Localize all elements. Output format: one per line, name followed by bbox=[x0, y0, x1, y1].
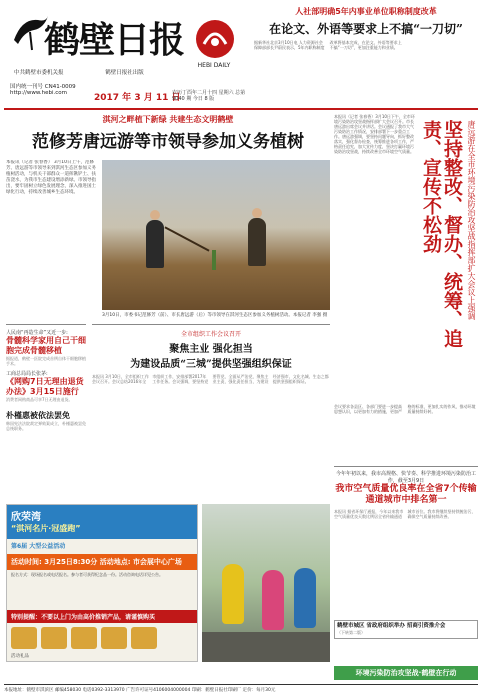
brief-text: 消费者网购商品可享7日无理由退货。 bbox=[6, 397, 73, 402]
vertical-headline bbox=[418, 114, 476, 384]
advertisement[interactable] bbox=[6, 504, 198, 662]
ad-banner bbox=[7, 505, 197, 539]
runner-figure bbox=[222, 564, 244, 624]
air-body: 本报讯 据省环保厅通报，今年以来我市空气质量优良天数比例居全省传输通道城市首位。我市将继续坚持铁腕治污，确保空气质量持续改善。 bbox=[334, 509, 476, 519]
right-headline: 坚持整改、督办、统筹、追责、宣传不松劲 bbox=[420, 120, 463, 348]
logo-label: HEBI DAILY bbox=[197, 62, 231, 69]
top-story-headline: 在论文、外语等要求上不搞“一刀切” bbox=[269, 22, 463, 36]
air-quality-story bbox=[334, 466, 478, 639]
air-headline: 我市空气质量优良率在全省7个传输通道城市中排名第一 bbox=[335, 484, 477, 505]
related-box[interactable] bbox=[334, 620, 478, 639]
continued-note: （下转第二版） bbox=[337, 630, 365, 635]
mid-headline-1: 聚焦主业 强化担当 bbox=[169, 344, 253, 355]
website: http://www.hebi.com bbox=[10, 90, 67, 96]
page-footer: 本报地址：鹤壁市淇滨区 邮编458030 电话0392-3313970 广告许可证号4106004000004 印刷：鹤壁日报社印刷厂 定价：每月30元 bbox=[4, 684, 478, 696]
right-kicker: 唐远游在全市环境污染防治攻坚战指挥部扩大会议上强调 bbox=[467, 120, 476, 320]
news-briefs bbox=[6, 324, 86, 502]
brief-text: 韩国宪法法院裁定弹劾案成立，朴槿惠被罢免总统职务。 bbox=[6, 421, 86, 431]
brief-headline: 骨髓科学家用自己干细胞完成骨髓移植 bbox=[6, 336, 86, 355]
ad-gift-row bbox=[7, 623, 197, 653]
ad-details: 报名方式：现场报名或电话报名。参与者可获得纪念品一份。活动咨询电话详见公告。 bbox=[11, 572, 163, 577]
masthead-subtitle bbox=[14, 68, 144, 76]
brief-text: 据报道，鹤壁一医院完成首例自体干细胞移植手术。 bbox=[6, 356, 86, 366]
newspaper-logo-icon bbox=[194, 18, 236, 60]
gift-icon bbox=[101, 627, 127, 649]
issue-date: 2017 年 3 月 11 日 bbox=[94, 93, 181, 103]
cn-number: 国内统一刊号 CN41-0009 bbox=[10, 84, 76, 90]
brief-kicker: 人民南“再造生命”又近一步: bbox=[6, 330, 68, 336]
road bbox=[202, 632, 330, 662]
mid-headline-2: 为建设品质“三城”提供坚强组织保证 bbox=[130, 359, 292, 370]
ad-notice: 特别提醒：不要以上门为由高价推销产品，请谨慎购买 bbox=[7, 610, 197, 623]
ad-brand: 欣荣湾 bbox=[11, 512, 41, 523]
brief-headline: 朴槿惠被依法罢免 bbox=[6, 411, 70, 420]
top-story-kicker: 人社部明确5年内事业单位职称制度改革 bbox=[295, 7, 437, 16]
runner-figure bbox=[294, 568, 316, 628]
person-head bbox=[252, 208, 262, 218]
ad-time-bar: 活动时间: 3月25日8:30分 活动地点: 市会展中心广场 bbox=[7, 554, 197, 570]
publisher-label: 鹤壁日报社出版 bbox=[105, 70, 144, 76]
person-figure bbox=[248, 218, 266, 266]
ad-event: 第6届 大型公益活动 bbox=[11, 543, 66, 550]
mid-kicker: 全市组织工作会议召开 bbox=[180, 331, 241, 338]
tree-planting-photo bbox=[102, 160, 330, 310]
lead-kicker: 淇河之畔植下新绿 共建生态文明鹤壁 bbox=[102, 115, 234, 124]
party-paper-label: 中共鹤壁市委机关报 bbox=[14, 70, 64, 76]
brief-item[interactable] bbox=[6, 411, 86, 431]
lead-headline: 范修芳唐远游等市领导参加义务植树 bbox=[32, 132, 304, 152]
top-story-body: 据新华社北京3月10日电 人力资源社会保障部部长尹蔚民表示，5年内职称制度改革将基本完成，在论文、外语等要求上不搞“一刀切”，更加注重能力和业绩。 bbox=[254, 40, 402, 50]
sapling bbox=[212, 250, 216, 270]
top-story bbox=[254, 4, 478, 88]
gift-icon bbox=[131, 627, 157, 649]
brief-headline: 《网购7日无理由退货办法》3月15日施行 bbox=[6, 377, 84, 396]
photo-caption: 3月10日，市委书记范修芳（前）、市长唐远游（后）等市领导在淇河生态区参加义务植树活动。本报记者 李强 摄 bbox=[102, 313, 328, 318]
gift-icon bbox=[11, 627, 37, 649]
related-headline: 鹤壁市城区 省政府组织举办 招商引资推介会 bbox=[337, 623, 446, 629]
organization-meeting-story bbox=[92, 324, 330, 502]
lead-byline: 本报讯（记者 张春香） bbox=[6, 160, 53, 165]
brief-item[interactable] bbox=[6, 329, 86, 366]
brief-kicker: 工商总局局长张茅: bbox=[6, 371, 48, 377]
lead-text: 3月10日上午，范修芳、唐远游等市领导来到淇河生态区参加义务植树活动，与机关干部群众一道挥锹铲土、扶苗浇水，为我市生态建设增添新绿。市领导指出，要牢固树立绿色发展理念，深入推进国土绿化行动，持续改善城乡生态环境。 bbox=[6, 160, 96, 195]
ad-slogan: “淇河名片·冠盛跑” bbox=[11, 524, 81, 533]
header-divider bbox=[4, 108, 478, 110]
gift-icon bbox=[71, 627, 97, 649]
runner-figure bbox=[262, 570, 284, 630]
running-photo bbox=[202, 504, 330, 662]
lead-body bbox=[6, 160, 98, 312]
brief-item[interactable] bbox=[6, 370, 86, 407]
person-figure bbox=[146, 220, 164, 268]
masthead-title: 鹤壁日报 bbox=[44, 19, 185, 61]
masthead bbox=[10, 4, 188, 66]
right-body-2: 会议要求各县区、各部门要进一步提高思想认识，以更加有力的措施，更加严格的标准，更加扎实的作风，推动环境质量持续好转。 bbox=[334, 404, 476, 414]
gift-icon bbox=[41, 627, 67, 649]
newspaper-header bbox=[4, 4, 478, 108]
air-kicker: 今年年初以来，我市高规格、快节奏、科学推进环境污染防治工作，截至3月9日 bbox=[335, 471, 476, 484]
ad-gift-label: 活动礼品 bbox=[11, 654, 29, 659]
campaign-banner: 环境污染防治攻坚战·鹤壁在行动 bbox=[334, 666, 478, 680]
shovel-handle bbox=[164, 226, 209, 251]
right-body: 本报讯（记者 张春香）3月10日下午，全市环境污染防治攻坚战指挥部扩大会议召开。市长唐远游出席会议并讲话。会议通报了我市大气污染防治工作情况，安排部署下一步重点工作。唐远游强调，要坚持问题导向，抓好整改落实，强化督办检查，统筹推进各项工作，严格责任追究，加大宣传力度，坚决打赢环境污染防治攻坚战，持续改善全市环境空气质量。 bbox=[334, 114, 415, 154]
issue-date-detail: 农历丁酉年二月十四 星期六 总第 9040 期 今日 8 版 bbox=[172, 90, 246, 102]
person-head bbox=[150, 210, 160, 220]
lead-story bbox=[6, 114, 330, 318]
mid-body: 本报讯 3月10日，全市组织工作会议召开。会议总结2016年全市组织工作，安排部署2017年工作任务。会议强调，要坚持党要管党、全面从严治党，聚焦主业主责，强化责任担当，为建设经济强市、文化名城、生态之都提供坚强组织保证。 bbox=[92, 374, 329, 384]
